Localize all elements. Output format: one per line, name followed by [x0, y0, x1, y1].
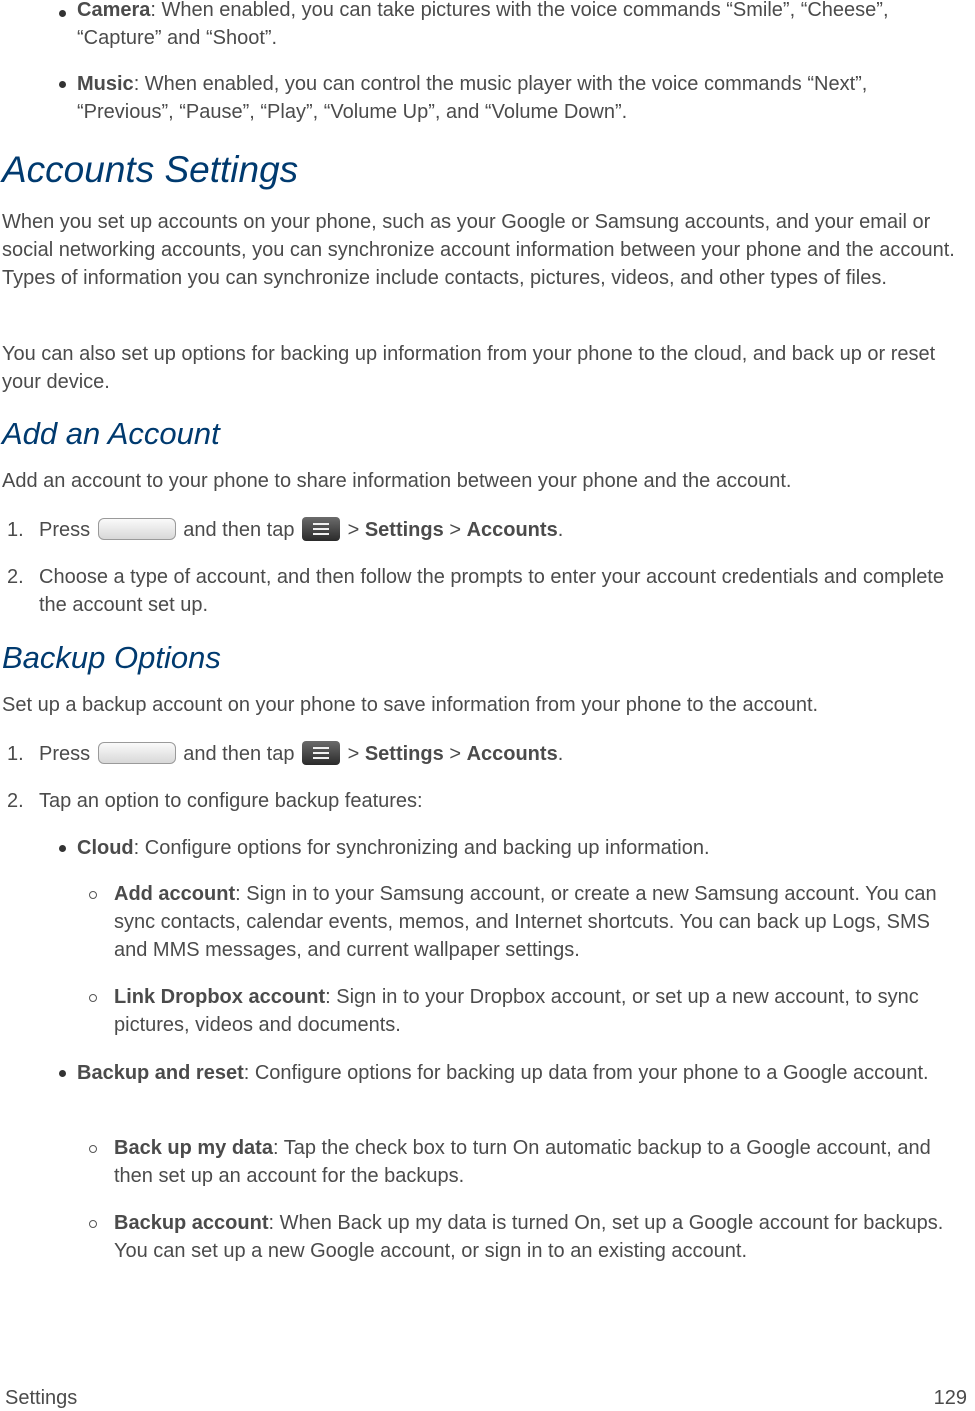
backup-step-1: Press and then tap > Settings > Accounts. [39, 743, 564, 765]
menu-key-icon [302, 741, 340, 765]
sub-bullet-marker [89, 891, 97, 899]
accounts-settings-heading: Accounts Settings [2, 149, 299, 190]
dropbox-sub-bullet: Link Dropbox account: Sign in to your Dropbox account, or set up a new account, to sync pictures, videos and documents. [114, 986, 919, 1036]
home-key-icon [98, 742, 176, 764]
footer-section-title: Settings [5, 1387, 78, 1409]
cloud-bullet: Cloud: Configure options for synchronizing and backing up information. [77, 837, 710, 859]
bullet-marker [59, 1070, 66, 1077]
add-account-heading: Add an Account [2, 416, 220, 451]
sub-bullet-marker [89, 1220, 97, 1228]
accounts-backup-paragraph: You can also set up options for backing up information from your phone to the cloud, and back up or reset your device. [2, 343, 936, 393]
backup-reset-bullet: Backup and reset: Configure options for backing up data from your phone to a Google account. [77, 1062, 929, 1084]
add-account-sub-bullet: Add account: Sign in to your Samsung account, or create a new Samsung account. You can sync contacts, calendar events, memos, and Internet shortcuts. You can back up Logs, SMS and MMS messages, and current wallpaper settings. [114, 883, 937, 961]
step-number: 1. [7, 743, 24, 765]
add-account-step-2: Choose a type of account, and then follow the prompts to enter your account credentials and complete the account set up. [39, 566, 944, 616]
bullet-marker [59, 10, 66, 17]
home-key-icon [98, 518, 176, 540]
backup-intro: Set up a backup account on your phone to save information from your phone to the account. [2, 694, 819, 716]
backup-account-sub-bullet: Backup account: When Back up my data is turned On, set up a Google account for backups. You can set up a new Google account, or sign in to an existing account. [114, 1212, 944, 1262]
menu-key-icon [302, 517, 340, 541]
backup-step-2: Tap an option to configure backup features: [39, 790, 423, 812]
accounts-intro-paragraph: When you set up accounts on your phone, such as your Google or Samsung accounts, and your email or social networking accounts, you can synchronize account information between your phone and the account. Types of information you can synchronize include contacts, pictures, videos, and other types of files. [2, 211, 955, 289]
camera-bullet: Camera: When enabled, you can take pictures with the voice commands “Smile”, “Cheese”, “Capture” and “Shoot”. [77, 0, 889, 49]
step-number: 1. [7, 519, 24, 541]
step-number: 2. [7, 566, 24, 588]
bullet-marker [59, 81, 66, 88]
sub-bullet-marker [89, 994, 97, 1002]
page-number: 129 [933, 1387, 967, 1409]
backup-options-heading: Backup Options [2, 640, 221, 675]
step-number: 2. [7, 790, 24, 812]
bullet-marker [59, 845, 66, 852]
music-bullet: Music: When enabled, you can control the music player with the voice commands “Next”, “Previous”, “Pause”, “Play”, “Volume Up”, and “Volume Down”. [77, 73, 868, 123]
sub-bullet-marker [89, 1145, 97, 1153]
back-up-data-sub-bullet: Back up my data: Tap the check box to turn On automatic backup to a Google account, and then set up an account for the backups. [114, 1137, 931, 1187]
add-account-step-1: Press and then tap > Settings > Accounts. [39, 519, 564, 541]
add-account-intro: Add an account to your phone to share information between your phone and the account. [2, 470, 792, 492]
